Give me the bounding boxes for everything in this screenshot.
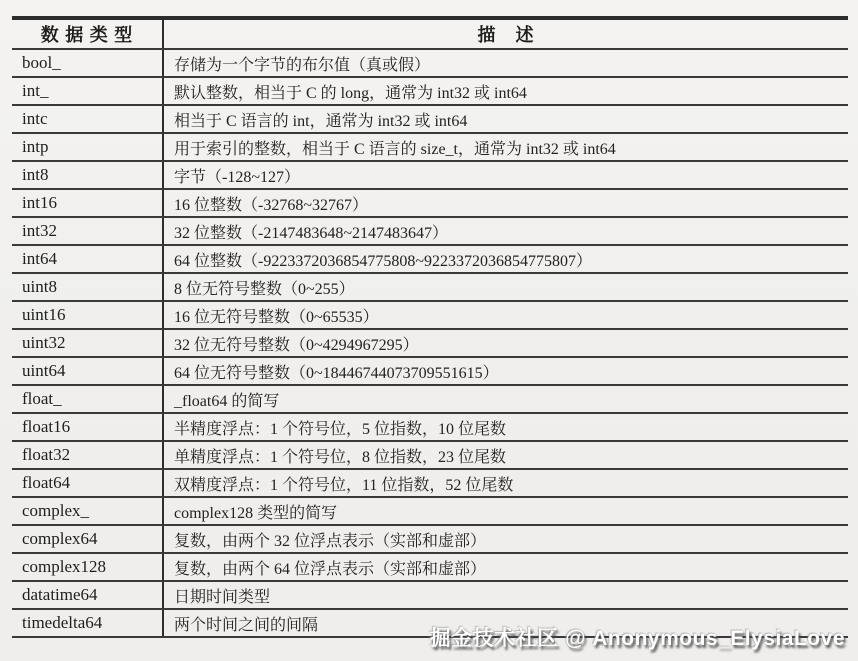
table-row	[12, 413, 848, 441]
datatype-description-cell: 64 位无符号整数（0~18446744073709551615）	[163, 357, 848, 385]
header-datatype: 数 据 类 型	[12, 18, 163, 49]
datatype-description-cell: 半精度浮点：1 个符号位，5 位指数，10 位尾数	[163, 413, 848, 441]
watermark-text: 掘金技术社区 @ Anonymous_ElysiaLove	[429, 627, 845, 650]
table-row	[12, 497, 848, 525]
datatype-description-cell: 相当于 C 语言的 int，通常为 int32 或 int64	[163, 105, 848, 133]
header-description: 描 述	[163, 18, 848, 49]
table-row	[12, 189, 848, 217]
table-row	[12, 329, 848, 357]
datatype-description-cell: 字节（-128~127）	[163, 161, 848, 189]
table-row	[12, 525, 848, 553]
datatype-description-cell: 16 位无符号整数（0~65535）	[163, 301, 848, 329]
table-row	[12, 217, 848, 245]
datatype-name-cell: datatime64	[12, 581, 163, 609]
datatype-description-cell: 默认整数，相当于 C 的 long，通常为 int32 或 int64	[163, 77, 848, 105]
table-row	[12, 161, 848, 189]
datatype-name-cell: bool_	[12, 49, 163, 77]
datatype-name-cell: int16	[12, 189, 163, 217]
datatype-description-cell: complex128 类型的简写	[163, 497, 848, 525]
table-row	[12, 49, 848, 77]
datatype-name-cell: complex64	[12, 525, 163, 553]
datatype-description-cell: 32 位无符号整数（0~4294967295）	[163, 329, 848, 357]
datatype-description-cell: _float64 的简写	[163, 385, 848, 413]
datatype-description-cell: 日期时间类型	[163, 581, 848, 609]
datatype-name-cell: complex128	[12, 553, 163, 581]
table-row	[12, 105, 848, 133]
datatype-description-cell: 16 位整数（-32768~32767）	[163, 189, 848, 217]
datatype-description-cell: 复数，由两个 64 位浮点表示（实部和虚部）	[163, 553, 848, 581]
datatype-description-cell: 8 位无符号整数（0~255）	[163, 273, 848, 301]
table-row	[12, 245, 848, 273]
datatype-name-cell: uint8	[12, 273, 163, 301]
datatype-name-cell: float32	[12, 441, 163, 469]
table-row	[12, 357, 848, 385]
datatype-name-cell: intc	[12, 105, 163, 133]
numpy-datatypes-table	[12, 16, 848, 638]
table-row	[12, 133, 848, 161]
datatype-description-cell: 64 位整数（-9223372036854775808~9223372036854775807）	[163, 245, 848, 273]
table-row	[12, 273, 848, 301]
table-row	[12, 77, 848, 105]
datatype-name-cell: int32	[12, 217, 163, 245]
table-row	[12, 385, 848, 413]
datatype-description-cell: 单精度浮点：1 个符号位，8 位指数，23 位尾数	[163, 441, 848, 469]
datatype-name-cell: int_	[12, 77, 163, 105]
table-row	[12, 301, 848, 329]
datatype-name-cell: intp	[12, 133, 163, 161]
datatype-description-cell: 用于索引的整数，相当于 C 语言的 size_t，通常为 int32 或 int64	[163, 133, 848, 161]
datatype-name-cell: uint64	[12, 357, 163, 385]
datatype-name-cell: float16	[12, 413, 163, 441]
table-row	[12, 469, 848, 497]
datatype-description-cell: 复数，由两个 32 位浮点表示（实部和虚部）	[163, 525, 848, 553]
datatype-name-cell: uint16	[12, 301, 163, 329]
header-row	[12, 18, 848, 49]
datatype-name-cell: timedelta64	[12, 609, 163, 637]
datatype-name-cell: uint32	[12, 329, 163, 357]
datatype-name-cell: float64	[12, 469, 163, 497]
datatype-description-cell: 双精度浮点：1 个符号位，11 位指数，52 位尾数	[163, 469, 848, 497]
table-row	[12, 441, 848, 469]
datatype-description-cell: 两个时间之间的间隔	[163, 609, 848, 637]
datatype-name-cell: int64	[12, 245, 163, 273]
datatype-name-cell: float_	[12, 385, 163, 413]
datatype-name-cell: complex_	[12, 497, 163, 525]
datatype-description-cell: 32 位整数（-2147483648~2147483647）	[163, 217, 848, 245]
table-body	[12, 49, 848, 637]
table-row	[12, 581, 848, 609]
table-row	[12, 553, 848, 581]
datatype-description-cell: 存储为一个字节的布尔值（真或假）	[163, 49, 848, 77]
datatype-name-cell: int8	[12, 161, 163, 189]
